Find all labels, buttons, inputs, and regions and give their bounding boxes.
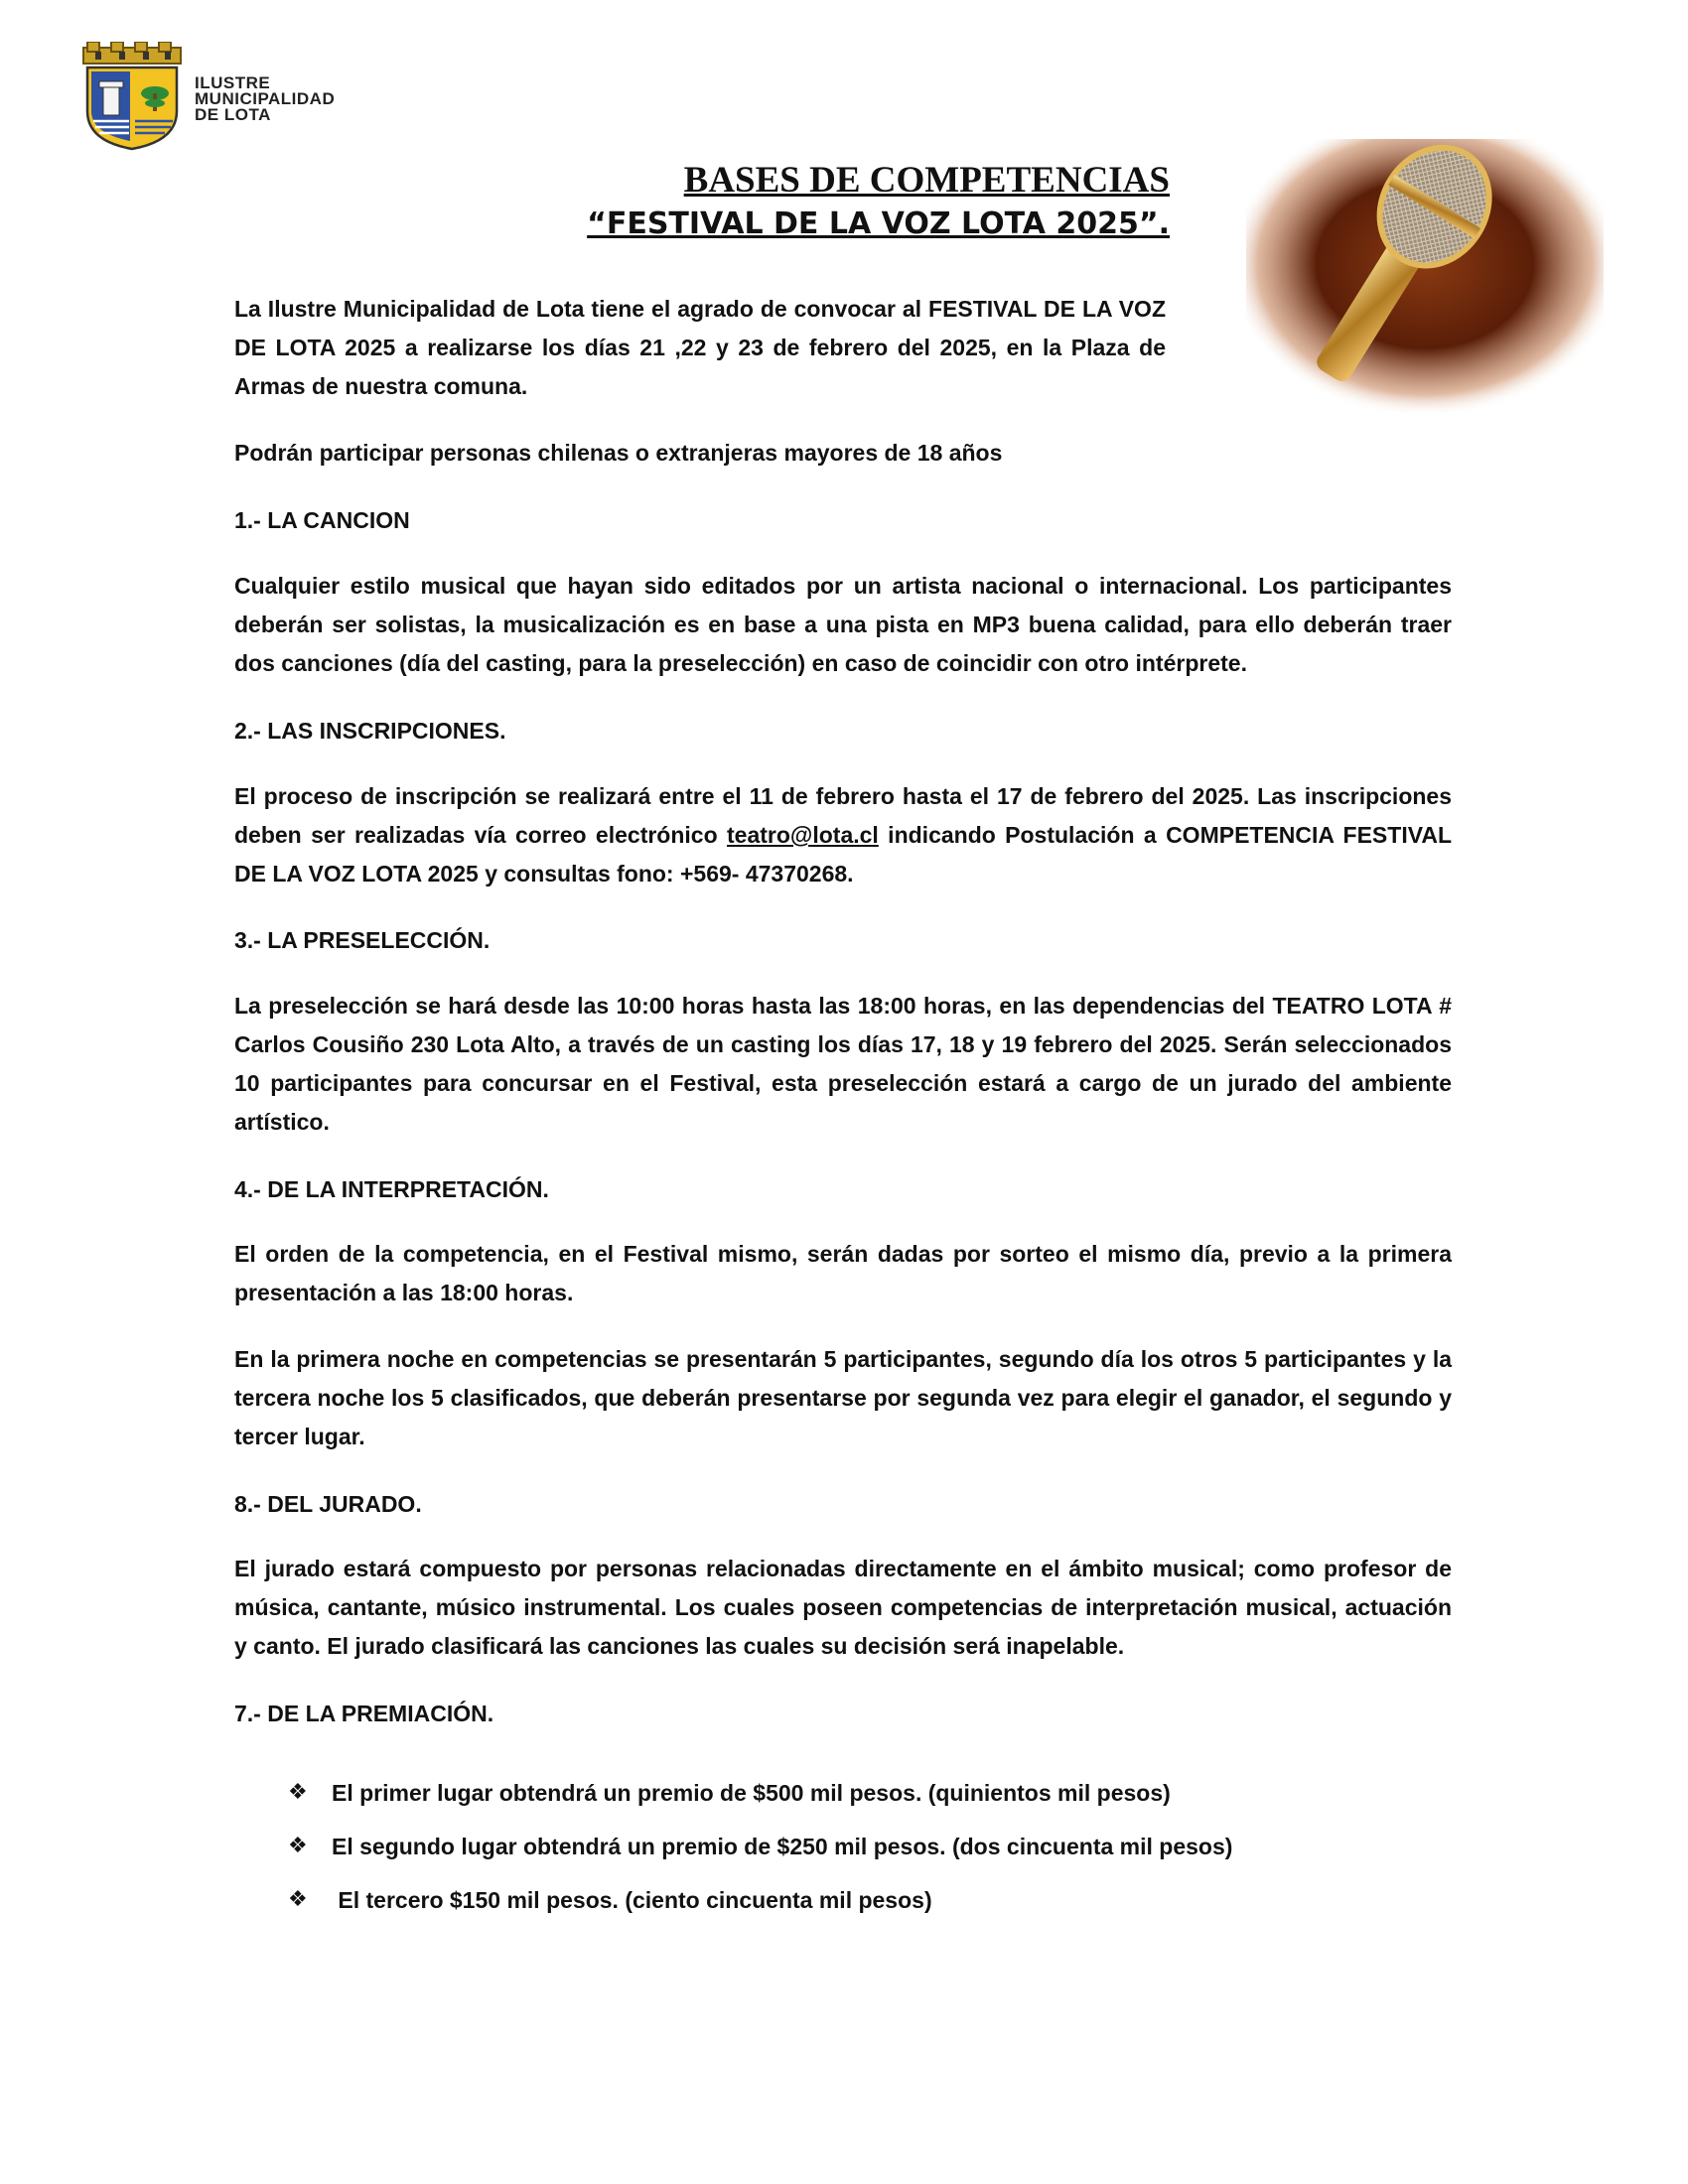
list-item-text: El tercero $150 mil pesos. (ciento cincuenta mil pesos) — [332, 1887, 932, 1913]
email-link[interactable]: teatro@lota.cl — [727, 822, 879, 848]
logo-text — [195, 75, 335, 123]
section-paragraph — [234, 777, 1452, 893]
bullet-icon: ❖ — [288, 1780, 308, 1805]
bullet-icon: ❖ — [288, 1887, 308, 1912]
microphone-photo — [1246, 139, 1604, 417]
municipality-logo — [77, 42, 375, 151]
paragraph-text: indicando Postulación a COMPETENCIA FESTIVAL DE LA VOZ LOTA 2025 y consultas fono: +569- 47370268. — [234, 822, 1452, 887]
section-heading: 8.- DEL JURADO. — [234, 1491, 422, 1517]
section-heading: 1.- LA CANCION — [234, 507, 410, 533]
section-paragraph: En la primera noche en competencias se presentarán 5 participantes, segundo día los otros 5 participantes y la tercera noche los 5 clasificados, que deberán presentarse por segunda vez para elegir el ganador, el segundo y tercer lugar. — [234, 1346, 1452, 1449]
section-heading: 7.- DE LA PREMIACIÓN. — [234, 1701, 494, 1726]
intro-paragraph: La Ilustre Municipalidad de Lota tiene el agrado de convocar al FESTIVAL DE LA VOZ DE LOTA 2025 a realizarse los días 21 ,22 y 23 de febrero del 2025, en la Plaza de Armas de nuestra comuna. — [234, 296, 1166, 399]
list-item-text: El primer lugar obtendrá un premio de $500 mil pesos. (quinientos mil pesos) — [332, 1780, 1171, 1806]
section-paragraph: Cualquier estilo musical que hayan sido editados por un artista nacional o internacional. Los participantes deberán ser solistas, la musicalización es en base a una pista en MP3 buena calidad, para ello deberán traer dos canciones (día del casting, para la preselección) en caso de coincidir con otro intérprete. — [234, 573, 1452, 676]
bullet-icon: ❖ — [288, 1834, 308, 1858]
document-title: BASES DE COMPETENCIAS — [683, 160, 1170, 201]
section-paragraph: El orden de la competencia, en el Festival mismo, serán dadas por sorteo el mismo día, previo a la primera presentación a las 18:00 horas. — [234, 1241, 1452, 1305]
paragraph-text: El proceso de inscripción se realizará entre el 11 de febrero hasta el 17 de febrero del 2025. Las inscripciones deben ser realizadas vía correo electrónico — [234, 783, 1452, 848]
logo-line: DE LOTA — [195, 105, 271, 124]
section-paragraph: La preselección se hará desde las 10:00 horas hasta las 18:00 horas, en las dependencias del TEATRO LOTA # Carlos Cousiño 230 Lota Alto, a través de un casting los días 17, 18 y 19 febrero del 2025. Serán seleccionados 10 participantes para concursar en el Festival, esta preselección estará a cargo de un jurado del ambiente artístico. — [234, 993, 1452, 1135]
eligibility-paragraph: Podrán participar personas chilenas o extranjeras mayores de 18 años — [234, 440, 1003, 466]
coat-of-arms-icon — [77, 42, 187, 151]
title-block — [587, 159, 1170, 246]
document-subtitle: “FESTIVAL DE LA VOZ LOTA 2025”. — [587, 206, 1170, 241]
section-heading: 4.- DE LA INTERPRETACIÓN. — [234, 1176, 549, 1202]
section-heading: 3.- LA PRESELECCIÓN. — [234, 927, 491, 953]
section-heading: 2.- LAS INSCRIPCIONES. — [234, 718, 506, 744]
logo-line: ILUSTRE — [195, 73, 271, 92]
list-item-text: El segundo lugar obtendrá un premio de $250 mil pesos. (dos cincuenta mil pesos) — [332, 1834, 1233, 1859]
section-paragraph: El jurado estará compuesto por personas relacionadas directamente en el ámbito musical; como profesor de música, cantante, músico instrumental. Los cuales poseen competencias de interpretación musical, actuación y canto. El jurado clasificará las canciones las cuales su decisión será inapelable. — [234, 1556, 1452, 1659]
logo-line: MUNICIPALIDAD — [195, 89, 336, 108]
